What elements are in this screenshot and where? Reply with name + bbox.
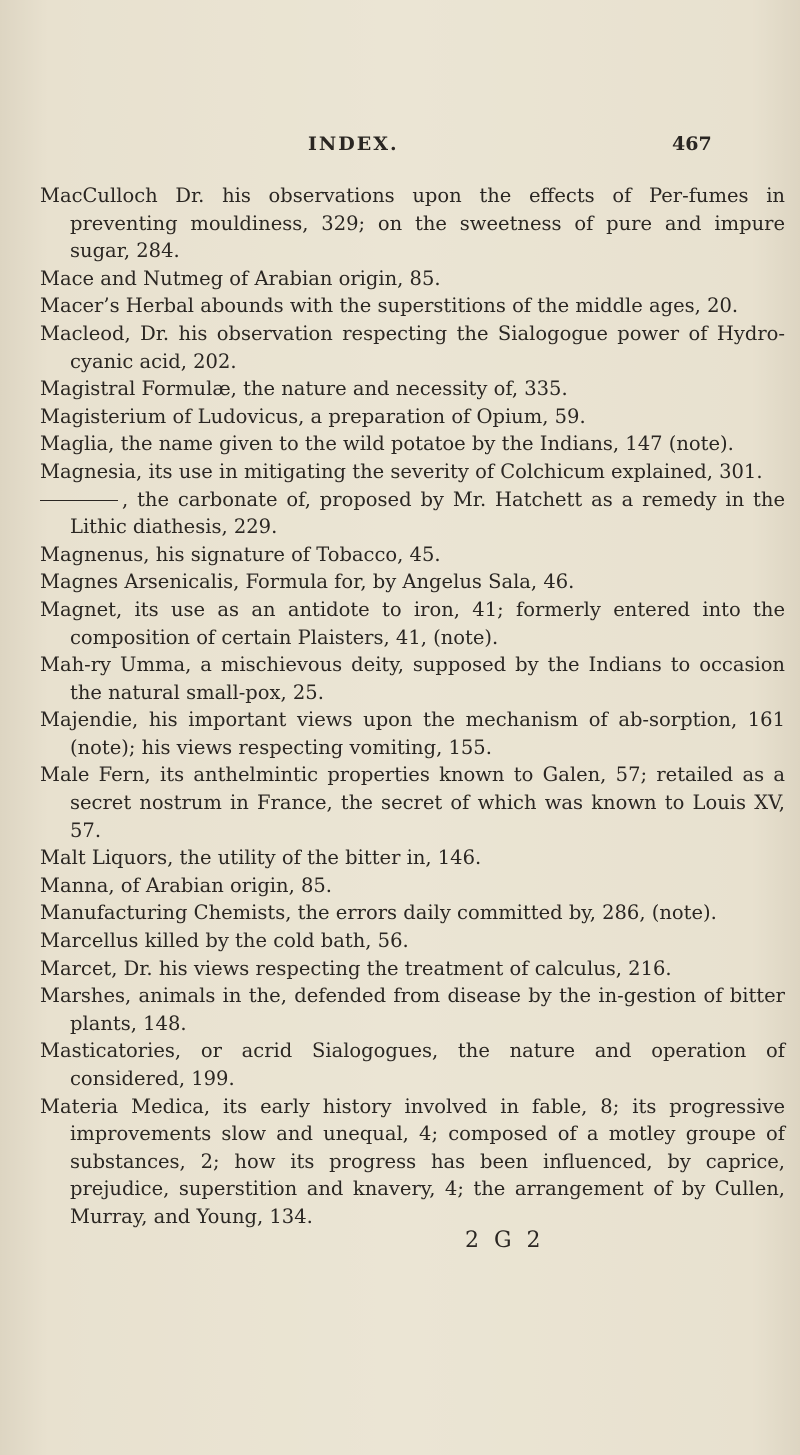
index-entry: Mace and Nutmeg of Arabian origin, 85. <box>40 266 441 290</box>
index-entry: Macleod, Dr. his observation respecting the Sialogogue power of Hydro-cyanic acid, 202. <box>40 321 785 373</box>
index-entry: Magisterium of Ludovicus, a preparation of Opium, 59. <box>40 404 586 428</box>
index-entry: Magnet, its use as an antidote to iron, 41; formerly entered into the composition of certain Plaisters, 41, (note). <box>40 597 785 649</box>
index-entry: Malt Liquors, the utility of the bitter in, 146. <box>40 846 482 870</box>
index-entry: Magnes Arsenicalis, Formula for, by Angelus Sala, 46. <box>40 570 575 594</box>
index-entry: Marcet, Dr. his views respecting the treatment of calculus, 216. <box>40 956 672 980</box>
index-entry: Magnenus, his signature of Tobacco, 45. <box>40 542 441 566</box>
page-header <box>0 133 800 173</box>
running-title: INDEX. <box>308 133 399 155</box>
page-number: 467 <box>672 133 712 155</box>
index-subentry <box>40 486 785 541</box>
index-entry-list <box>40 182 785 1231</box>
ditto-rule <box>40 500 118 501</box>
index-entry: Magnesia, its use in mitigating the severity of Colchicum explained, 301. <box>40 459 763 483</box>
index-entry: Male Fern, its anthelmintic properties known to Galen, 57; retailed as a secret nostrum in France, the secret of which was known to Louis XV, 57. <box>40 763 785 842</box>
signature-mark: 2 G 2 <box>465 1228 545 1253</box>
index-entry: Macer’s Herbal abounds with the superstitions of the middle ages, 20. <box>40 294 739 318</box>
index-entry: MacCulloch Dr. his observations upon the effects of Per-fumes in preventing mouldiness, 329; on the sweetness of pure and impure sugar, 284. <box>40 184 785 263</box>
index-entry: Manufacturing Chemists, the errors daily committed by, 286, (note). <box>40 901 717 925</box>
index-entry: Manna, of Arabian origin, 85. <box>40 873 333 897</box>
index-entry: Mah-ry Umma, a mischievous deity, supposed by the Indians to occasion the natural small-pox, 25. <box>40 653 785 704</box>
index-entry: Materia Medica, its early history involved in fable, 8; its progressive improvements slow and unequal, 4; composed of a motley groupe of substances, 2; how its progress has been influenced, by caprice, prejudice, superstition and knavery, 4; the arrangement of by Cullen, Murray, and Young, 134. <box>40 1094 785 1228</box>
index-entry: Maglia, the name given to the wild potatoe by the Indians, 147 (note). <box>40 432 734 456</box>
subentry-text: , the carbonate of, proposed by Mr. Hatchett as a remedy in the Lithic diathesis, 229. <box>70 487 785 539</box>
index-entry: Marshes, animals in the, defended from disease by the in-gestion of bitter plants, 148. <box>40 984 785 1035</box>
index-entry: Marcellus killed by the cold bath, 56. <box>40 929 409 953</box>
index-entry: Majendie, his important views upon the mechanism of ab-sorption, 161 (note); his views respecting vomiting, 155. <box>40 708 785 759</box>
index-entry: Masticatories, or acrid Sialogogues, the nature and operation of considered, 199. <box>40 1039 785 1090</box>
index-entry: Magistral Formulæ, the nature and necessity of, 335. <box>40 377 568 401</box>
